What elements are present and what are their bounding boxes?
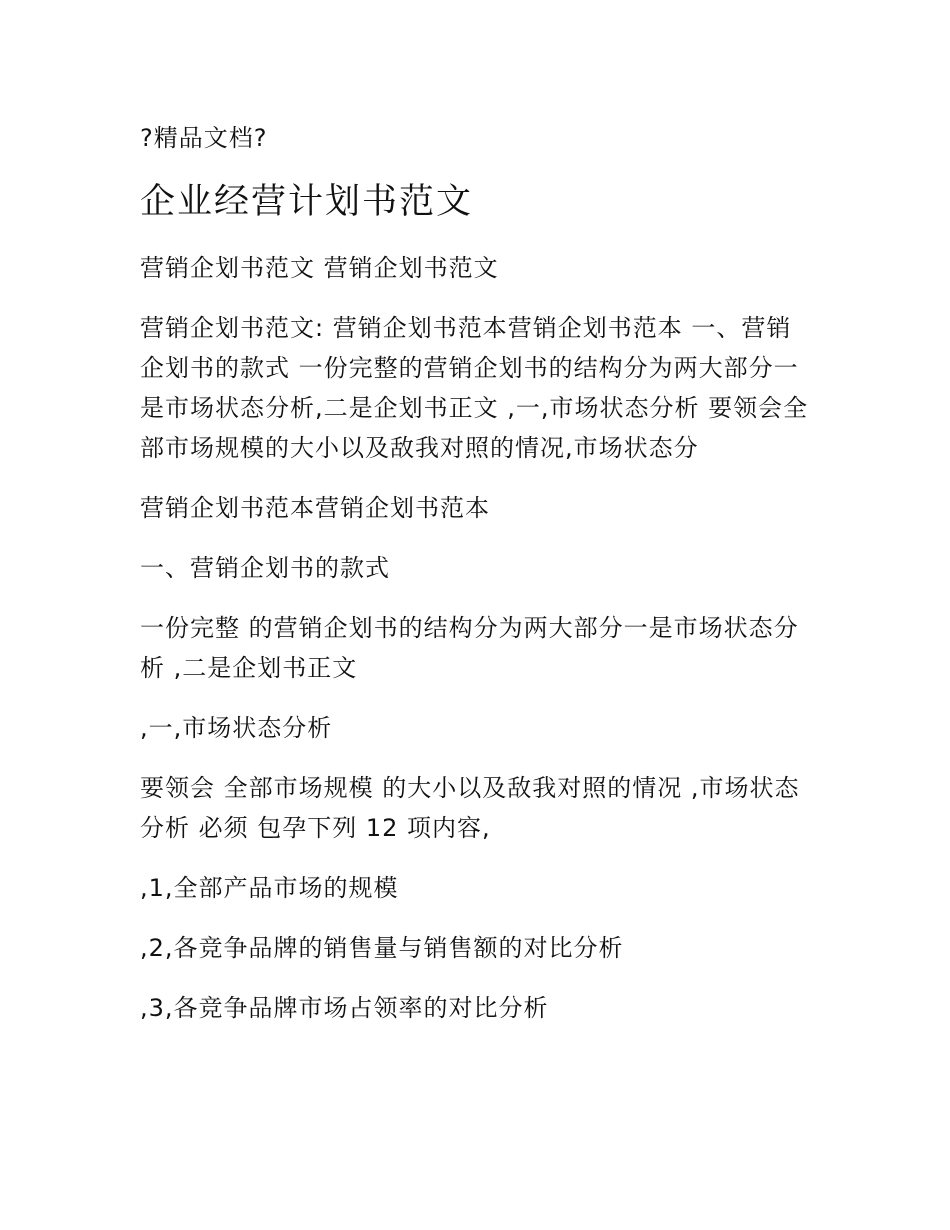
document-title: 企业经营计划书范文 bbox=[140, 182, 474, 222]
header-note: ?精品文档? bbox=[140, 124, 268, 152]
paragraph-subtitle: 营销企划书范本营销企划书范本 bbox=[140, 494, 490, 522]
paragraph-structure: 一份完整 的营销企划书的结构分为两大部分一是市场状态分析 ,二是企划书正文 bbox=[140, 614, 799, 682]
document-body bbox=[140, 120, 810, 1048]
list-item-2: ,2,各竞争品牌的销售量与销售额的对比分析 bbox=[140, 934, 624, 962]
list-item-3: ,3,各竞争品牌市场占领率的对比分析 bbox=[140, 994, 549, 1022]
section-heading: 一、营销企划书的款式 bbox=[140, 554, 390, 582]
paragraph-analysis: 要领会 全部市场规模 的大小以及敌我对照的情况 ,市场状态分析 必须 包孕下列 12 项内容, bbox=[140, 774, 800, 842]
paragraph-summary: 营销企划书范文: 营销企划书范本营销企划书范本 一、营销企划书的款式 一份完整的营销企划书的结构分为两大部分一是市场状态分析,二是企划书正文 ,一,市场状态分析 要领会全部市场规模的大小以及敌我对照的情况,市场状态分 bbox=[140, 314, 809, 462]
paragraph-intro: 营销企划书范文 营销企划书范文 bbox=[140, 254, 499, 282]
list-item-1: ,1,全部产品市场的规模 bbox=[140, 874, 399, 902]
subsection-heading: ,一,市场状态分析 bbox=[140, 714, 333, 742]
